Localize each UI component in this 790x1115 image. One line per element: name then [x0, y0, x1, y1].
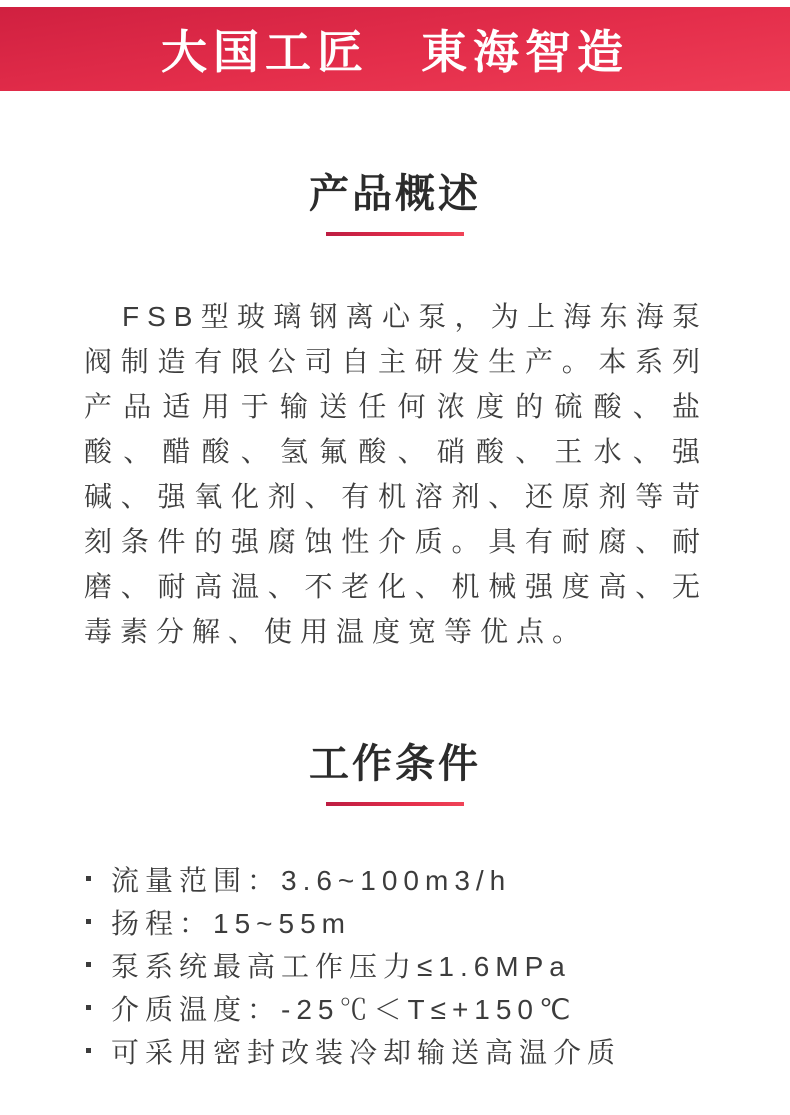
- condition-text: 泵系统最高工作压力≤1.6MPa: [111, 950, 571, 982]
- list-item: [86, 986, 760, 1029]
- bullet-icon: [86, 919, 91, 924]
- condition-text: 流量范围：3.6~100m3/h: [111, 864, 512, 896]
- list-item: [86, 857, 760, 900]
- bullet-icon: [86, 1048, 91, 1053]
- bullet-icon: [86, 876, 91, 881]
- conditions-list: [0, 857, 790, 1072]
- condition-text: 可采用密封改装冷却输送高温介质: [111, 1036, 622, 1068]
- bullet-icon: [86, 962, 91, 967]
- header-banner: [0, 7, 790, 91]
- overview-section-title: 产品概述: [309, 172, 481, 216]
- overview-paragraph: FSB型玻璃钢离心泵，为上海东海泵阀制造有限公司自主研发生产。本系列产品适用于输送任何浓度的硫酸、盐酸、醋酸、氢氟酸、硝酸、王水、强碱、强氧化剂、有机溶剂、还原剂等苛刻条件的强腐蚀性介质。具有耐腐、耐磨、耐高温、不老化、机械强度高、无毒素分解、使用温度宽等优点。: [84, 301, 708, 647]
- bullet-icon: [86, 1005, 91, 1010]
- list-item: [86, 943, 760, 986]
- title-underline-accent: [326, 232, 464, 236]
- banner-title: 大国工匠 東海智造: [161, 26, 629, 78]
- list-item: [86, 900, 760, 943]
- condition-text: 介质温度：-25℃＜T≤+150℃: [111, 993, 577, 1025]
- conditions-section-title: 工作条件: [309, 742, 481, 786]
- condition-text: 扬程：15~55m: [111, 907, 351, 939]
- list-item: [86, 1029, 760, 1072]
- section-product-overview: [0, 170, 790, 654]
- title-underline-accent: [326, 802, 464, 806]
- section-working-conditions: [0, 740, 790, 1072]
